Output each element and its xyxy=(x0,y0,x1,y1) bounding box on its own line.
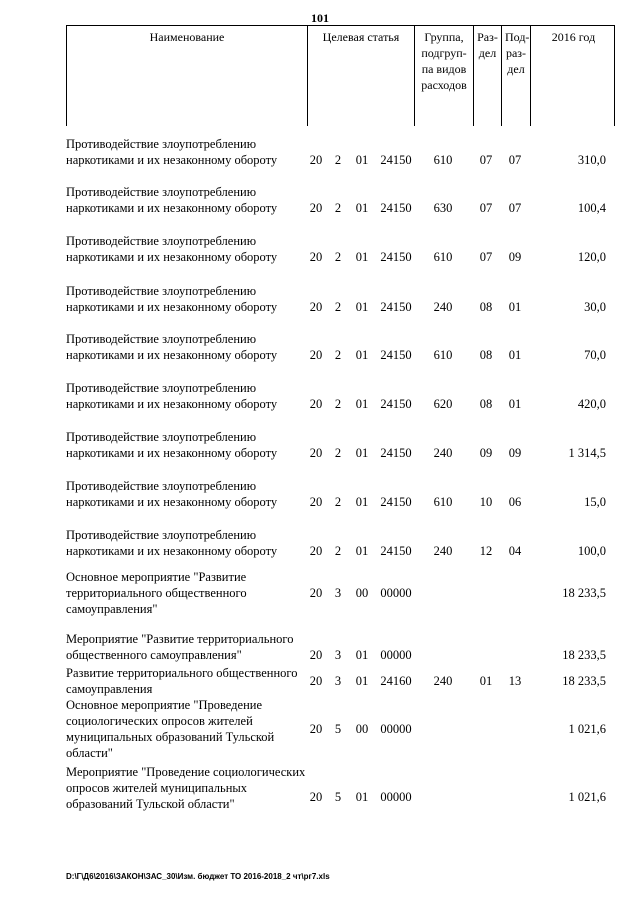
table-row xyxy=(66,136,626,168)
row-c4: 24150 xyxy=(380,544,412,558)
row-group: 610 xyxy=(433,495,453,509)
row-section: 09 xyxy=(479,446,493,460)
header-target: Целевая статья xyxy=(307,26,414,126)
row-c2: 2 xyxy=(334,153,342,167)
row-name: Противодействие злоупотреблению наркотиками и их незаконному обороту xyxy=(66,185,278,215)
row-subsection: 07 xyxy=(508,201,522,215)
header-subsection: Под-раз-дел xyxy=(501,26,530,126)
row-amount: 18 233,5 xyxy=(562,586,606,600)
row-c1: 20 xyxy=(309,648,323,662)
row-c2: 2 xyxy=(334,250,342,264)
row-c3: 00 xyxy=(355,586,369,600)
row-section: 10 xyxy=(479,495,493,509)
row-c3: 01 xyxy=(355,544,369,558)
row-subsection: 01 xyxy=(508,397,522,411)
row-c4: 00000 xyxy=(380,648,412,662)
row-c3: 01 xyxy=(355,674,369,688)
row-c4: 24150 xyxy=(380,250,412,264)
row-c3: 01 xyxy=(355,790,369,804)
table-header xyxy=(66,25,615,126)
row-amount: 100,0 xyxy=(577,544,606,558)
row-c3: 01 xyxy=(355,397,369,411)
row-section: 08 xyxy=(479,300,493,314)
table-row xyxy=(66,569,626,617)
table-row xyxy=(66,380,626,412)
page-number: 101 xyxy=(311,11,329,25)
table-row xyxy=(66,283,626,315)
table-row xyxy=(66,429,626,461)
row-group: 610 xyxy=(433,153,453,167)
row-c1: 20 xyxy=(309,544,323,558)
row-c2: 5 xyxy=(334,790,342,804)
row-section: 12 xyxy=(479,544,493,558)
row-section: 01 xyxy=(479,674,493,688)
row-name: Противодействие злоупотреблению наркотиками и их незаконному обороту xyxy=(66,528,278,558)
table-row xyxy=(66,665,626,697)
row-name: Основное мероприятие "Проведение социологических опросов жителей муниципальных образований Тульской области" xyxy=(66,698,275,760)
row-name: Мероприятие "Проведение социологических опросов жителей муниципальных образований Тульской области" xyxy=(66,765,306,811)
row-subsection: 01 xyxy=(508,348,522,362)
row-amount: 420,0 xyxy=(577,397,606,411)
row-c2: 2 xyxy=(334,348,342,362)
header-group: Группа, подгруп-па видов расходов xyxy=(414,26,473,126)
row-c4: 24150 xyxy=(380,348,412,362)
row-amount: 70,0 xyxy=(584,348,606,362)
row-c4: 24160 xyxy=(380,674,412,688)
row-c1: 20 xyxy=(309,790,323,804)
row-c1: 20 xyxy=(309,586,323,600)
row-c4: 24150 xyxy=(380,495,412,509)
row-amount: 15,0 xyxy=(584,495,606,509)
row-name: Противодействие злоупотреблению наркотиками и их незаконному обороту xyxy=(66,137,278,167)
row-c4: 24150 xyxy=(380,201,412,215)
row-amount: 18 233,5 xyxy=(562,674,606,688)
row-c1: 20 xyxy=(309,300,323,314)
row-subsection: 06 xyxy=(508,495,522,509)
row-name: Мероприятие "Развитие территориального общественного самоуправления" xyxy=(66,632,294,662)
row-c4: 24150 xyxy=(380,446,412,460)
row-subsection: 09 xyxy=(508,446,522,460)
row-amount: 30,0 xyxy=(584,300,606,314)
row-section: 08 xyxy=(479,397,493,411)
row-c3: 00 xyxy=(355,722,369,736)
row-c4: 24150 xyxy=(380,153,412,167)
row-c1: 20 xyxy=(309,397,323,411)
file-path-footer: D:\Г\Д6\2016\ЗАКОН\ЗАС_30\Изм. бюджет ТО 2016-2018_2 чт\рг7.xls xyxy=(66,872,330,881)
row-subsection: 01 xyxy=(508,300,522,314)
row-name: Противодействие злоупотреблению наркотиками и их незаконному обороту xyxy=(66,479,278,509)
row-amount: 1 021,6 xyxy=(568,722,606,736)
table-row xyxy=(66,764,626,828)
row-amount: 120,0 xyxy=(577,250,606,264)
row-c3: 01 xyxy=(355,300,369,314)
row-c2: 2 xyxy=(334,446,342,460)
table-row xyxy=(66,631,626,663)
row-c1: 20 xyxy=(309,201,323,215)
row-c3: 01 xyxy=(355,446,369,460)
row-name: Развитие территориального общественного самоуправления xyxy=(66,666,298,696)
row-name: Противодействие злоупотреблению наркотиками и их незаконному обороту xyxy=(66,332,278,362)
row-subsection: 09 xyxy=(508,250,522,264)
row-group: 240 xyxy=(433,674,453,688)
row-amount: 18 233,5 xyxy=(562,648,606,662)
row-group: 240 xyxy=(433,446,453,460)
row-c4: 24150 xyxy=(380,397,412,411)
row-subsection: 13 xyxy=(508,674,522,688)
row-c1: 20 xyxy=(309,250,323,264)
row-group: 610 xyxy=(433,250,453,264)
row-c3: 01 xyxy=(355,250,369,264)
row-section: 07 xyxy=(479,250,493,264)
table-row xyxy=(66,527,626,559)
row-group: 240 xyxy=(433,544,453,558)
row-name: Основное мероприятие "Развитие территориального общественного самоуправления" xyxy=(66,570,247,616)
row-c3: 01 xyxy=(355,495,369,509)
row-name: Противодействие злоупотреблению наркотиками и их незаконному обороту xyxy=(66,430,278,460)
table-row xyxy=(66,233,626,265)
row-amount: 100,4 xyxy=(577,201,606,215)
row-c2: 2 xyxy=(334,544,342,558)
row-section: 08 xyxy=(479,348,493,362)
row-name: Противодействие злоупотреблению наркотиками и их незаконному обороту xyxy=(66,284,278,314)
table-row xyxy=(66,184,626,216)
row-section: 07 xyxy=(479,153,493,167)
row-c3: 01 xyxy=(355,201,369,215)
header-year: 2016 год xyxy=(530,26,616,126)
row-name: Противодействие злоупотреблению наркотиками и их незаконному обороту xyxy=(66,234,278,264)
row-section: 07 xyxy=(479,201,493,215)
row-c2: 2 xyxy=(334,397,342,411)
row-group: 610 xyxy=(433,348,453,362)
row-c2: 3 xyxy=(334,674,342,688)
row-amount: 1 021,6 xyxy=(568,790,606,804)
row-subsection: 04 xyxy=(508,544,522,558)
row-c4: 00000 xyxy=(380,586,412,600)
table-row xyxy=(66,331,626,363)
row-group: 620 xyxy=(433,397,453,411)
row-c1: 20 xyxy=(309,348,323,362)
row-amount: 310,0 xyxy=(577,153,606,167)
header-name: Наименование xyxy=(149,30,225,44)
row-amount: 1 314,5 xyxy=(568,446,606,460)
row-c3: 01 xyxy=(355,648,369,662)
header-section: Раз-дел xyxy=(473,26,501,126)
row-c4: 24150 xyxy=(380,300,412,314)
row-group: 240 xyxy=(433,300,453,314)
row-c1: 20 xyxy=(309,153,323,167)
row-c1: 20 xyxy=(309,722,323,736)
row-group: 630 xyxy=(433,201,453,215)
row-name: Противодействие злоупотреблению наркотиками и их незаконному обороту xyxy=(66,381,278,411)
row-c1: 20 xyxy=(309,495,323,509)
row-c3: 01 xyxy=(355,153,369,167)
table-row xyxy=(66,697,626,761)
row-subsection: 07 xyxy=(508,153,522,167)
row-c3: 01 xyxy=(355,348,369,362)
row-c2: 3 xyxy=(334,586,342,600)
row-c2: 2 xyxy=(334,201,342,215)
row-c2: 2 xyxy=(334,495,342,509)
row-c1: 20 xyxy=(309,674,323,688)
row-c2: 2 xyxy=(334,300,342,314)
row-c2: 3 xyxy=(334,648,342,662)
row-c4: 00000 xyxy=(380,790,412,804)
row-c1: 20 xyxy=(309,446,323,460)
table-row xyxy=(66,478,626,510)
row-c4: 00000 xyxy=(380,722,412,736)
row-c2: 5 xyxy=(334,722,342,736)
